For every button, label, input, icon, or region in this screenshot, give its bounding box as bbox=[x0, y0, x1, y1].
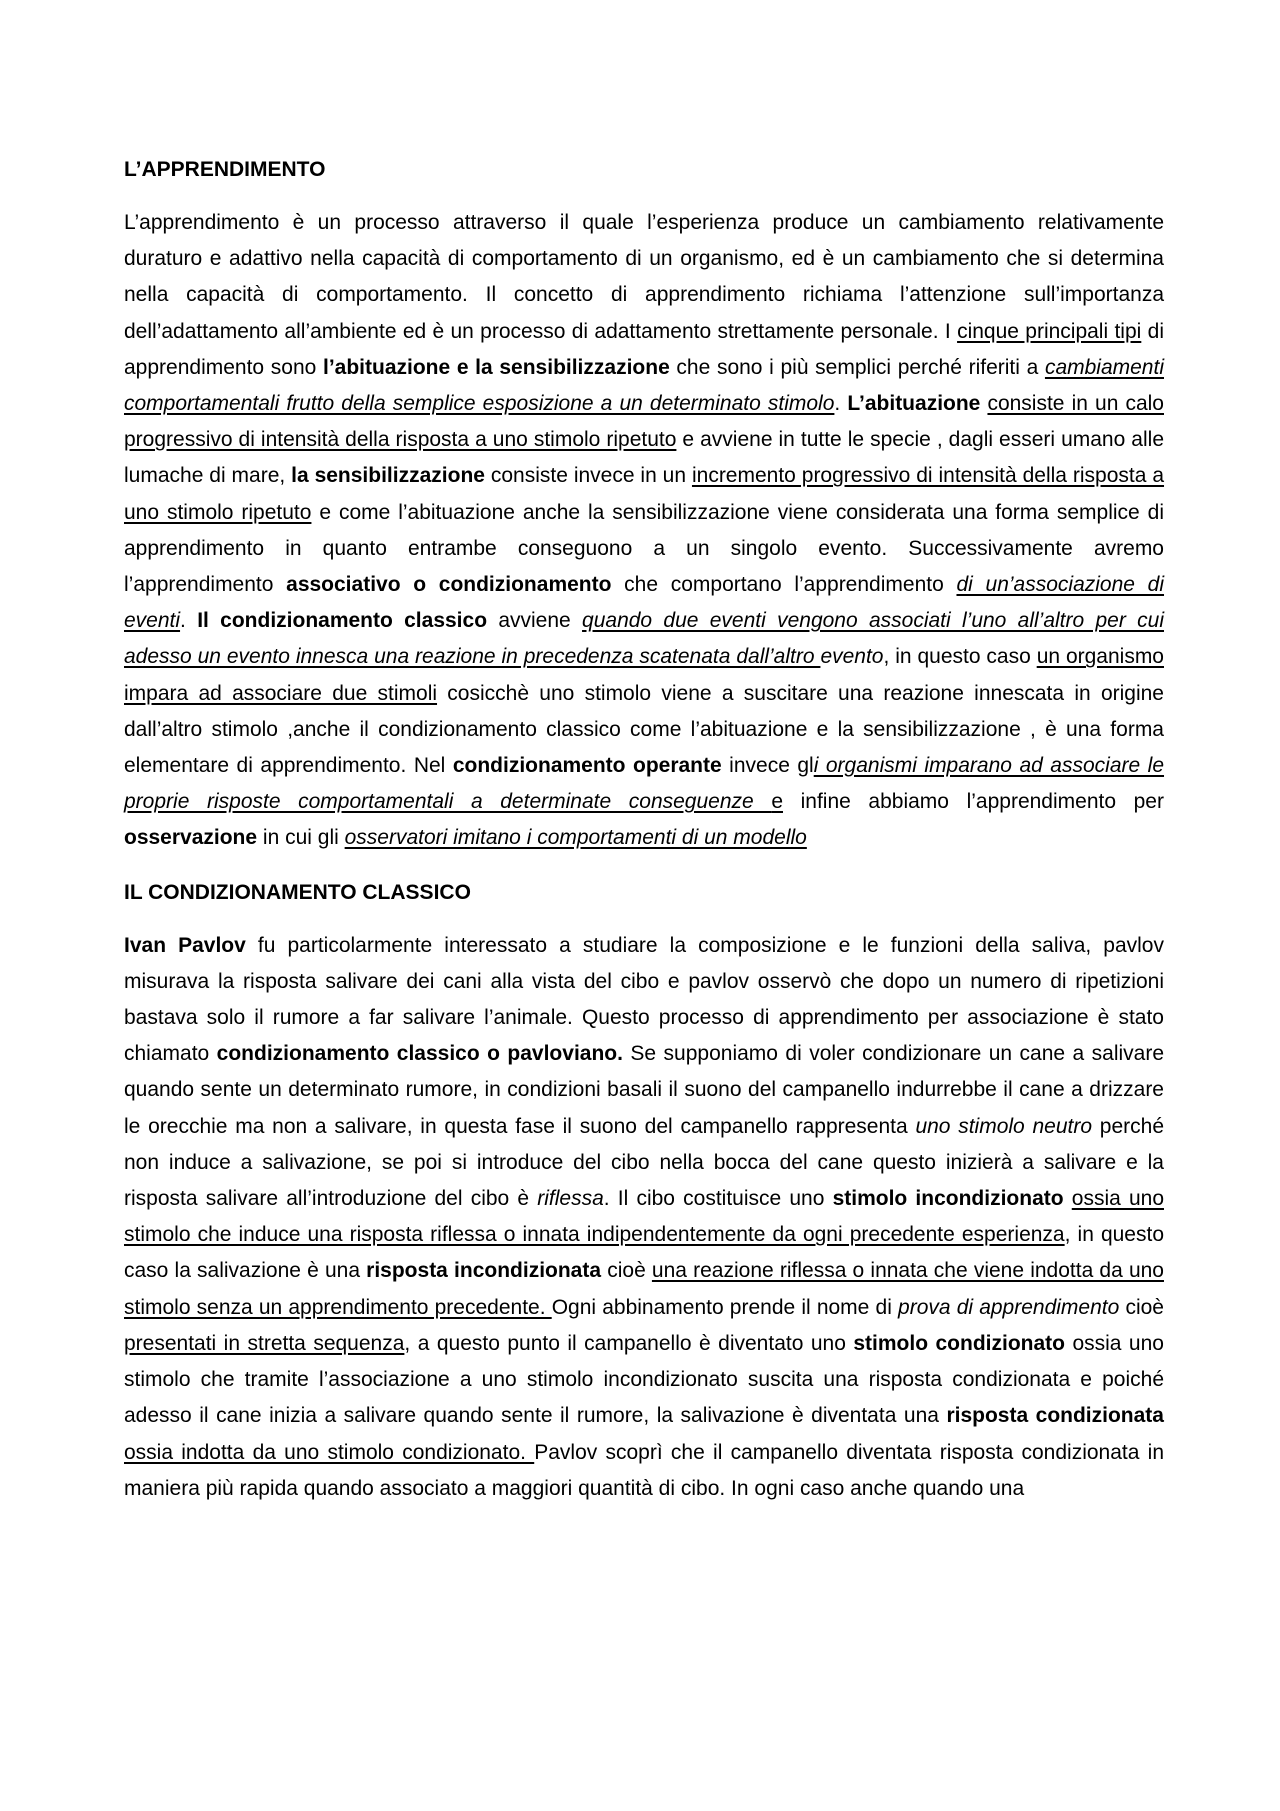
text-run bbox=[1064, 1187, 1072, 1210]
text-run: e avviene in tutte le specie , dagli esseri umano alle lumache di mare, bbox=[124, 428, 1164, 488]
text-run: fu particolarmente interessato a studiare la composizione e le funzioni della saliva, pavlov misurava la risposta salivare dei cani alla vista del cibo e pavlov osservò che dopo un numero di ripetizioni bastava solo il rumore a far salivare l’animale. Questo processo di apprendimento per associazione è stato chiamato bbox=[124, 933, 1164, 1066]
text-run: la sensibilizzazione bbox=[291, 464, 485, 488]
text-run: di apprendimento sono bbox=[124, 319, 1164, 379]
text-run: uno stimolo neutro bbox=[915, 1114, 1093, 1138]
text-run: invece gl bbox=[721, 754, 814, 778]
text-run: osservazione bbox=[124, 826, 258, 850]
paragraph-condizionamento-classico bbox=[124, 928, 1164, 1507]
text-run: . Il cibo costituisce uno bbox=[603, 1187, 833, 1211]
text-run: . bbox=[834, 392, 848, 416]
text-run: risposta incondizionata bbox=[366, 1259, 602, 1283]
text-run: stimolo condizionato bbox=[853, 1331, 1065, 1355]
text-run: osservatori imitano i comportamenti di un modello bbox=[344, 826, 807, 850]
text-run: i organismi imparano ad associare le proprie risposte comportamentali a determinate conseguenze bbox=[124, 754, 1165, 814]
text-run: infine abbiamo l’apprendimento per bbox=[783, 790, 1164, 814]
text-run: ossia uno stimolo che induce una risposta riflessa o innata indipendentemente da ogni precedente esperienza bbox=[124, 1187, 1164, 1247]
text-run: l’abituazione e la sensibilizzazione bbox=[322, 355, 670, 379]
document-page bbox=[124, 152, 1164, 1507]
text-run: ossia uno stimolo che tramite l’associazione a uno stimolo incondizionato suscita una risposta condizionata e poiché adesso il cane inizia a salivare quando sente il rumore, la salivazione è diventata una bbox=[124, 1331, 1164, 1428]
text-run: perché non induce a salivazione, se poi si introduce del cibo nella bocca del cane questo inizierà a salivare e la risposta salivare all’introduzione del cibo è bbox=[124, 1114, 1165, 1211]
text-run: , in questo caso la salivazione è una bbox=[124, 1223, 1164, 1283]
text-run: L’abituazione bbox=[847, 392, 981, 416]
text-run: Pavlov scoprì che il campanello diventata risposta condizionata in maniera più rapida quando associato a maggiori quantità di cibo. In ogni caso anche quando una bbox=[124, 1440, 1165, 1500]
text-run: Se supponiamo di voler condizionare un cane a salivare quando sente un determinato rumore, in condizioni basali il suono del campanello indurrebbe il cane a drizzare le orecchie ma non a salivare, in questa fase il suono del campanello rappresenta bbox=[124, 1042, 1165, 1138]
text-run: quando due eventi vengono associati l’uno all’altro per cui adesso un evento innesca una reazione in precedenza scatenata dall’altro bbox=[124, 609, 1164, 669]
text-run: prova di apprendimento bbox=[898, 1295, 1120, 1319]
text-run: un organismo impara ad associare due stimoli bbox=[124, 645, 1164, 705]
text-run: cosicchè uno stimolo viene a suscitare una reazione innescata in origine dall’altro stimolo ,anche il condizionamento classico come l’abituazione e la sensibilizzazione , è una forma elementare di apprendimento. Nel bbox=[124, 681, 1164, 778]
section-heading-apprendimento: L’APPRENDIMENTO bbox=[124, 158, 326, 181]
text-run: risposta condizionata bbox=[946, 1404, 1164, 1428]
text-run: condizionamento classico o pavloviano. bbox=[216, 1042, 623, 1066]
text-run: Ogni abbinamento prende il nome di bbox=[551, 1295, 899, 1319]
text-run: consiste in un calo progressivo di intensità della risposta a uno stimolo ripetuto bbox=[124, 392, 1164, 452]
text-run: Il condizionamento classico bbox=[197, 609, 488, 633]
text-run: condizionamento operante bbox=[452, 754, 722, 778]
text-run: . bbox=[180, 609, 198, 633]
paragraph-apprendimento bbox=[124, 205, 1164, 857]
text-run: e bbox=[771, 790, 783, 814]
text-run: cambiamenti comportamentali frutto della semplice esposizione a un determinato stimolo bbox=[124, 355, 1164, 416]
text-run: consiste invece in un bbox=[484, 464, 692, 488]
text-run: Ivan Pavlov bbox=[124, 933, 246, 957]
text-run: una reazione riflessa o innata che viene indotta da uno stimolo senza un apprendimento precedente. bbox=[124, 1259, 1164, 1319]
text-run: , a questo punto il campanello è diventato uno bbox=[404, 1331, 854, 1355]
text-run: evento bbox=[820, 645, 884, 669]
text-run: in cui gli bbox=[257, 826, 345, 850]
section-heading-condizionamento-classico: IL CONDIZIONAMENTO CLASSICO bbox=[124, 880, 471, 904]
text-run: riflessa bbox=[537, 1187, 604, 1211]
text-run: cioè bbox=[1119, 1295, 1164, 1319]
text-run: associativo o condizionamento bbox=[286, 573, 612, 597]
text-run: L’apprendimento è un processo attraverso il quale l’esperienza produce un cambiamento relativamente duraturo e adattivo nella capacità di comportamento di un organismo, ed è un cambiamento che si determina nella capacità di comportamento. Il concetto di apprendimento richiama l’attenzione sull’importanza dell’adattamento all’ambiente ed è un processo di adattamento strettamente personale. I bbox=[124, 211, 1164, 343]
text-run: presentati in stretta sequenza bbox=[124, 1331, 405, 1355]
text-run: , in questo caso bbox=[883, 645, 1037, 669]
text-run: che sono i più semplici perché riferiti a bbox=[669, 355, 1045, 379]
text-run: cinque principali tipi bbox=[957, 319, 1142, 343]
text-run: e come l’abituazione anche la sensibilizzazione viene considerata una forma semplice di apprendimento in quanto entrambe conseguono a un singolo evento. Successivamente avremo l’apprendimento bbox=[124, 500, 1164, 597]
text-run: cioè bbox=[601, 1259, 652, 1283]
text-run: incremento progressivo di intensità della risposta a uno stimolo ripetuto bbox=[124, 464, 1165, 524]
text-run: avviene bbox=[487, 609, 583, 633]
text-run: di un’associazione di eventi bbox=[124, 573, 1165, 633]
text-run: che comportano l’apprendimento bbox=[611, 573, 957, 597]
text-run: ossia indotta da uno stimolo condizionato. bbox=[124, 1440, 535, 1464]
text-run: stimolo incondizionato bbox=[832, 1187, 1064, 1211]
